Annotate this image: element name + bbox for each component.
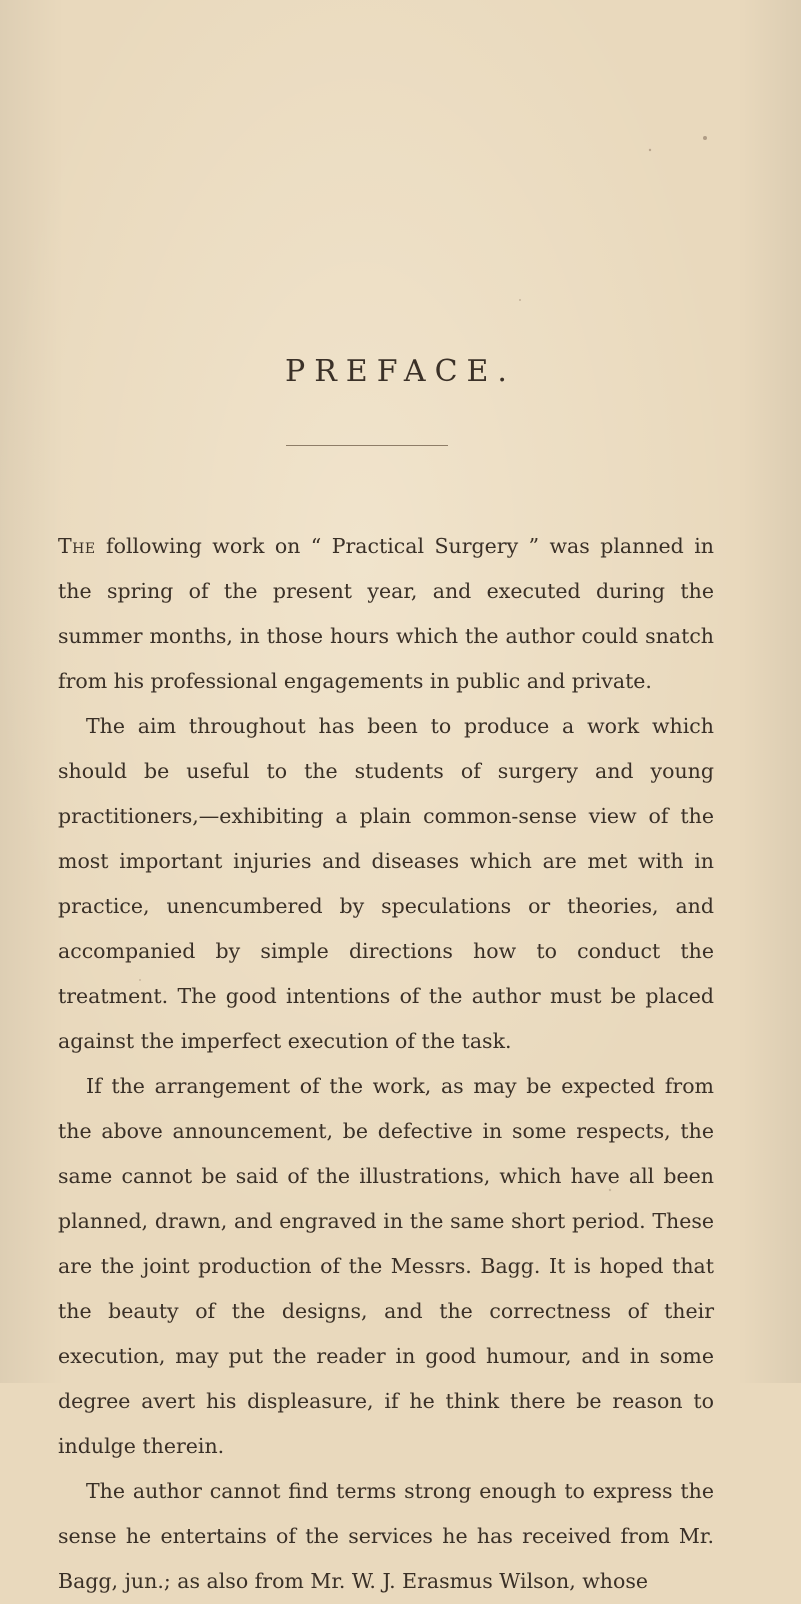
paragraph-lead-word: The bbox=[58, 534, 96, 558]
paragraph-1 bbox=[58, 524, 714, 704]
page-title: PREFACE. bbox=[285, 354, 516, 389]
preface-body bbox=[58, 524, 714, 1604]
paragraph-4: The author cannot find terms strong enough to express the sense he entertains of the services he has received from Mr. Bagg, jun.; as also from Mr. W. J. Erasmus Wilson, whose bbox=[58, 1479, 714, 1593]
title-rule bbox=[286, 445, 448, 446]
paragraph-2: The aim throughout has been to produce a work which should be useful to the students of surgery and young practitioners,—exhibiting a plain common-sense view of the most important injuries and diseases which are met with in practice, unencumbered by speculations or theories, and accompanied by simple directions how to conduct the treatment. The good intentions of the author must be placed against the imperfect execution of the task. bbox=[58, 714, 714, 1053]
paragraph-3: If the arrangement of the work, as may be expected from the above announcement, be defective in some respects, the same cannot be said of the illustrations, which have all been planned, drawn, and engraved in the same short period. These are the joint production of the Messrs. Bagg. It is hoped that the beauty of the designs, and the correctness of their execution, may put the reader in good humour, and in some degree avert his displeasure, if he think there be reason to indulge therein. bbox=[58, 1074, 714, 1458]
paragraph-text: following work on “ Practical Surgery ” was planned in the spring of the present year, and executed during the summer months, in those hours which the author could snatch from his professional engagements in public and private. bbox=[58, 534, 714, 693]
